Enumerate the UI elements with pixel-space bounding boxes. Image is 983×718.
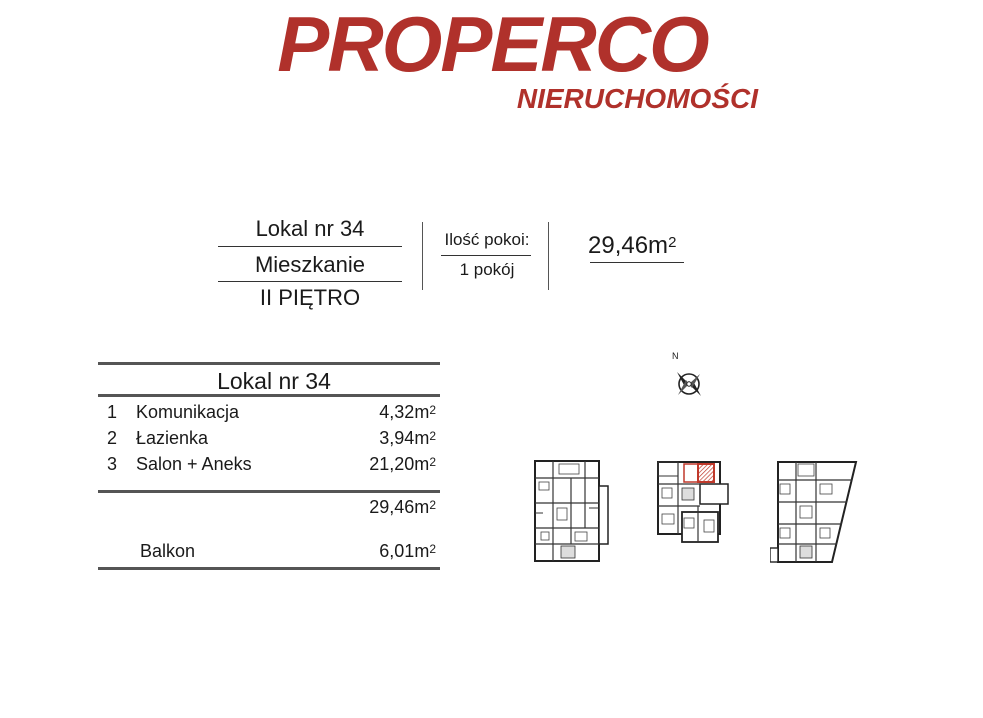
divider: [441, 255, 531, 256]
rooms-value: 1 pokój: [459, 260, 515, 279]
balcony-area: $6,01m^2$: [379, 541, 436, 561]
divider: [218, 281, 402, 282]
balcony-label: Balkon: [140, 541, 196, 561]
vertical-separator: [422, 222, 423, 290]
total-area: $29,46m^2$: [588, 232, 677, 259]
unit-title: Lokal nr 34: [255, 216, 365, 241]
building-plan-left: [531, 458, 611, 564]
highlighted-unit: [698, 464, 714, 482]
row-number: 2: [107, 428, 118, 448]
room-area: $3,94m^2$: [379, 428, 436, 448]
room-name: Łazienka: [136, 428, 209, 448]
unit-type: Mieszkanie: [254, 252, 366, 277]
table-top-border: [98, 362, 440, 365]
brand-logo-subtitle: NIERUCHOMOŚCI: [516, 83, 758, 114]
room-name: Salon + Aneks: [136, 454, 252, 474]
room-area: $21,20m^2$: [369, 454, 436, 474]
row-number: 1: [107, 402, 118, 422]
divider: [590, 262, 684, 263]
table-bottom-border: [98, 567, 440, 570]
floor-label: II PIĘTRO: [259, 285, 361, 310]
room-area: $4,32m^2$: [379, 402, 436, 422]
rooms-label: Ilość pokoi:: [444, 230, 530, 249]
row-number: 3: [107, 454, 118, 474]
sum-area: $29,46m^2$: [369, 497, 436, 517]
compass-north-label: N: [672, 351, 679, 361]
building-plan-middle: [654, 458, 740, 544]
room-name: Komunikacja: [136, 402, 240, 422]
vertical-separator: [548, 222, 549, 290]
table-header-border: [98, 394, 440, 397]
table-title: Lokal nr 34: [217, 368, 331, 394]
building-plan-right: [770, 458, 860, 566]
brand-logo: PROPERCO: [277, 0, 708, 88]
compass-icon: [674, 368, 706, 405]
divider: [218, 246, 402, 247]
table-sum-border: [98, 490, 440, 493]
